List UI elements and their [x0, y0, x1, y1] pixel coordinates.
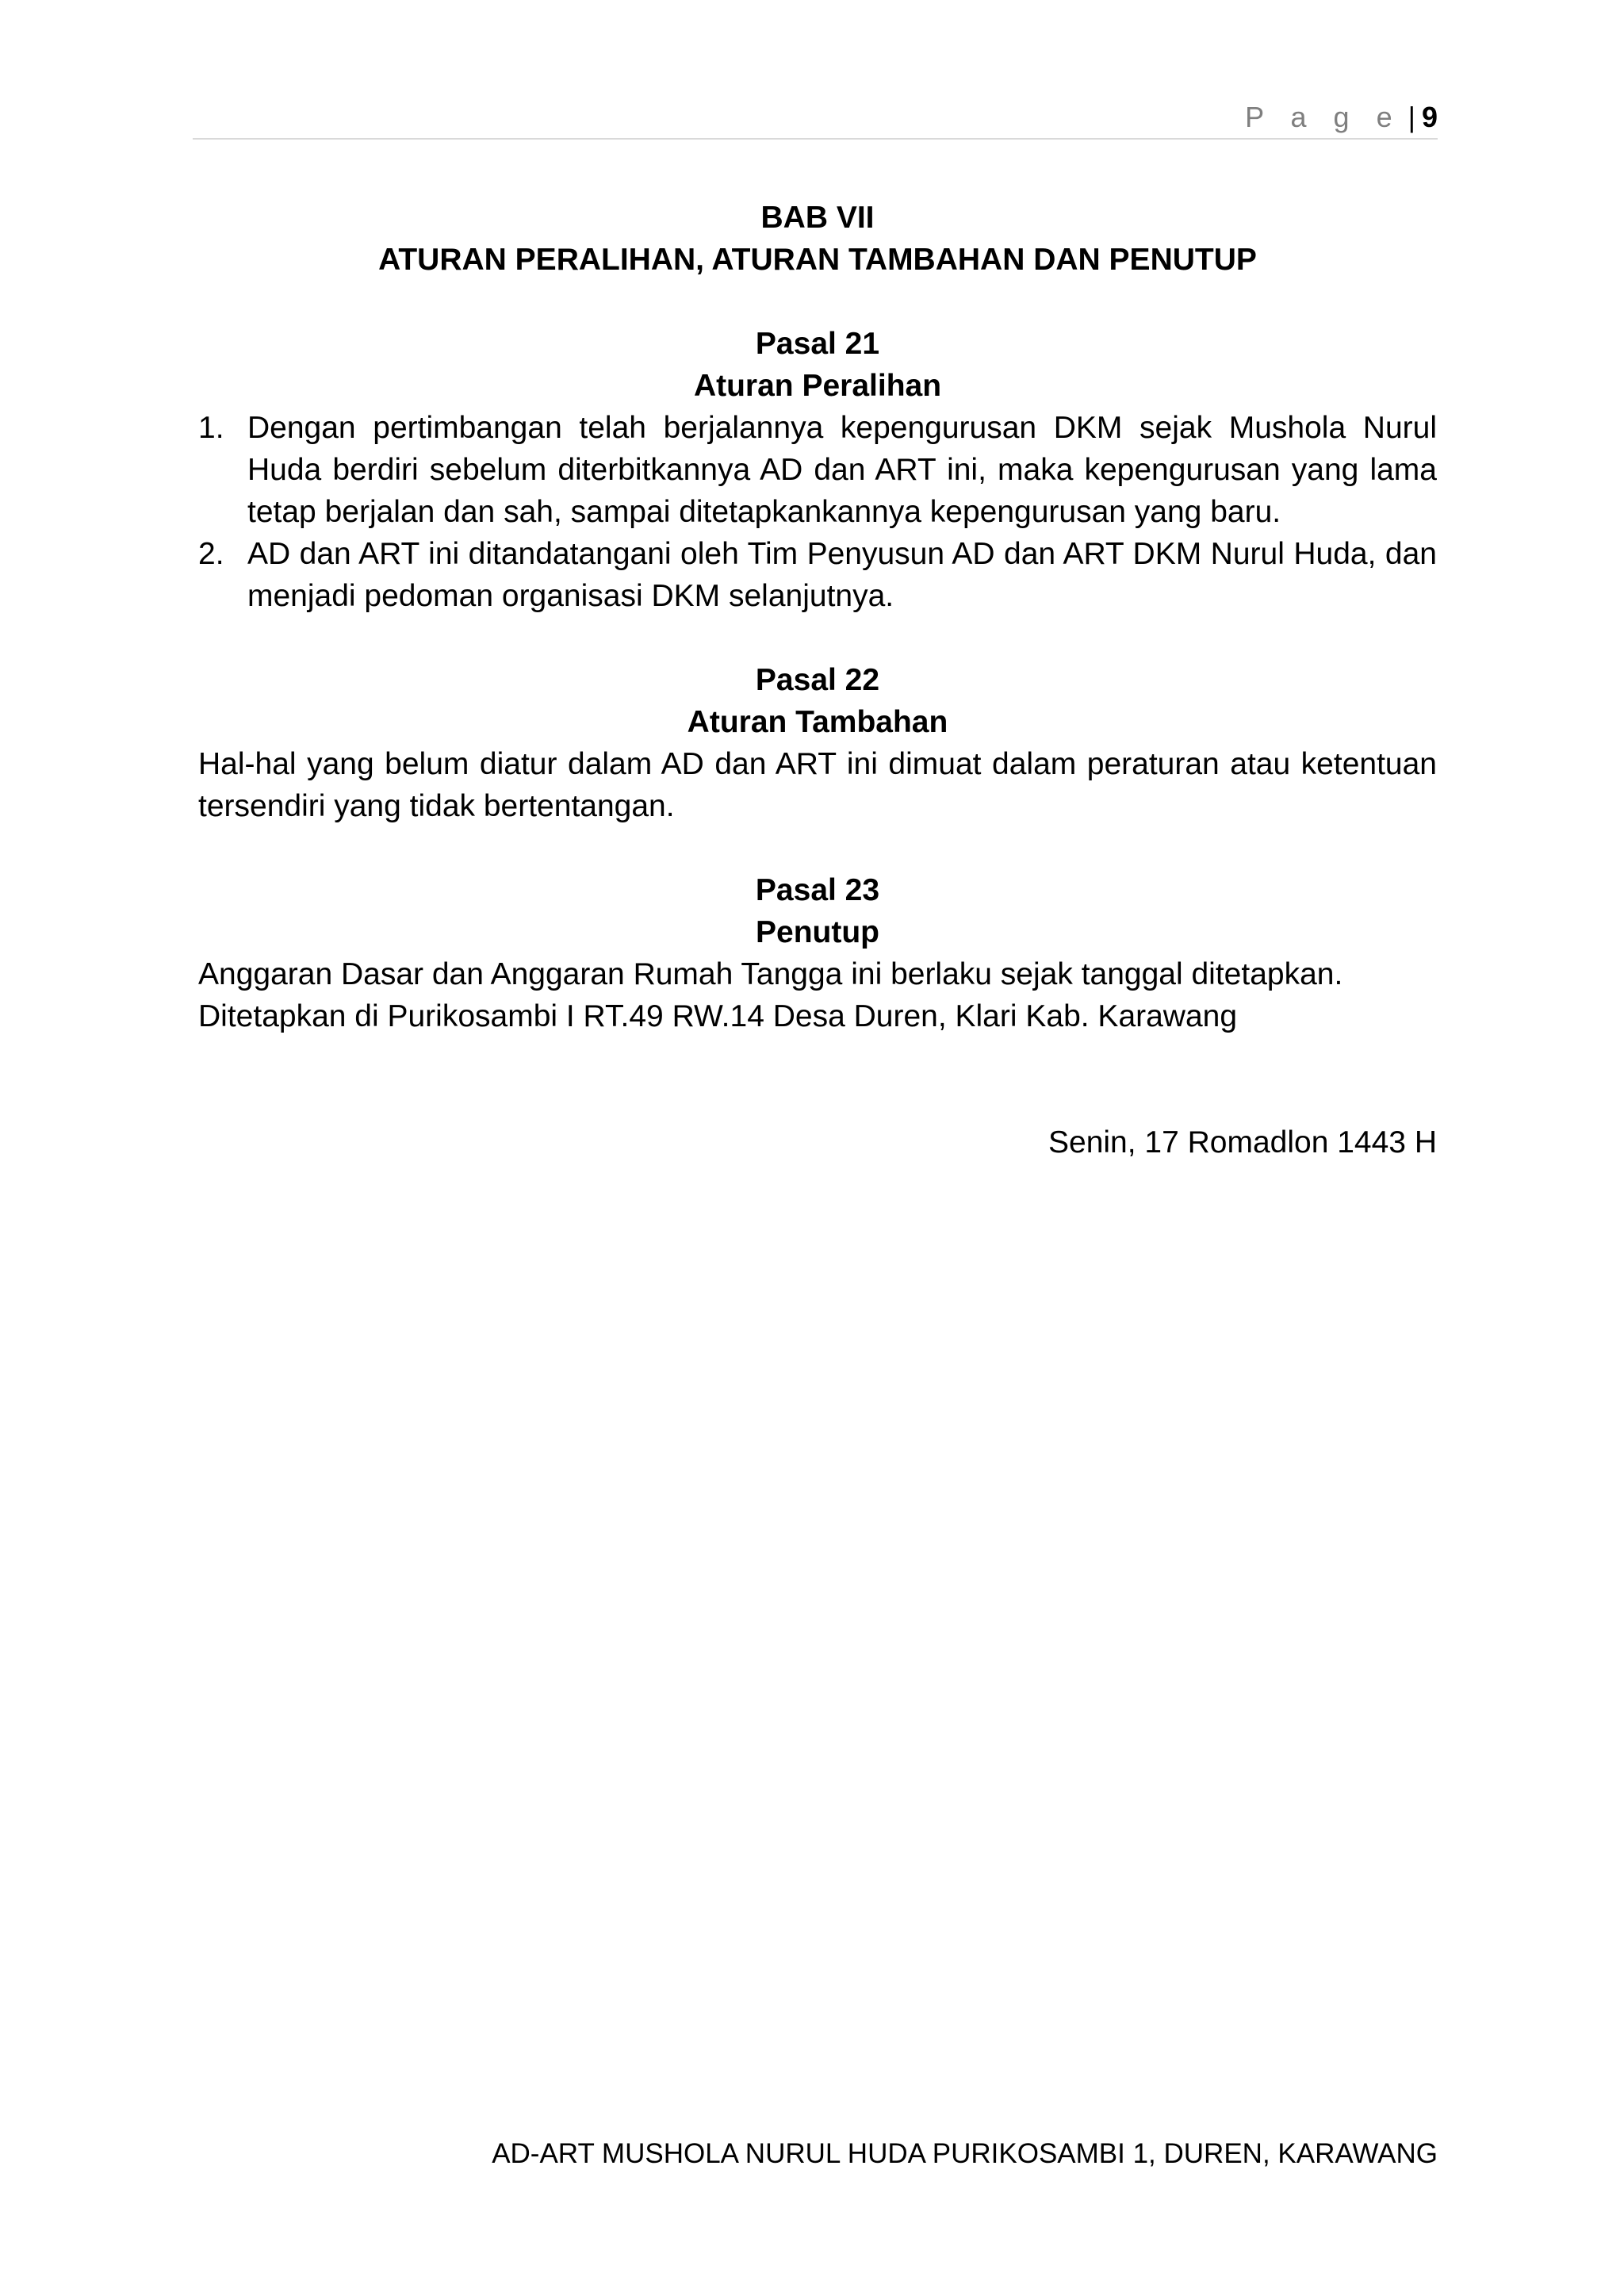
- page-separator: |: [1408, 101, 1415, 133]
- page-footer: AD-ART MUSHOLA NURUL HUDA PURIKOSAMBI 1, DUREN, KARAWANG: [492, 2138, 1438, 2169]
- chapter-label: BAB VII: [760, 201, 875, 235]
- spacer: [198, 617, 1437, 659]
- pasal-23-title: Penutup: [756, 915, 879, 949]
- spacer: [198, 1079, 1437, 1121]
- list-item-number: 1.: [198, 411, 224, 445]
- list-item: [198, 533, 1437, 617]
- pasal-23-line-1: Anggaran Dasar dan Anggaran Rumah Tangga ini berlaku sejak tanggal ditetapkan.: [198, 957, 1343, 991]
- spacer: [198, 1037, 1437, 1079]
- pasal-23-label: Pasal 23: [755, 873, 880, 907]
- pasal-21-list: [198, 407, 1437, 617]
- list-item: [198, 407, 1437, 533]
- pasal-22-label: Pasal 22: [755, 663, 880, 697]
- page-header: [193, 94, 1438, 140]
- page-content: [198, 197, 1437, 1163]
- spacer: [198, 281, 1437, 323]
- pasal-23-line-2: Ditetapkan di Purikosambi I RT.49 RW.14 Desa Duren, Klari Kab. Karawang: [198, 999, 1238, 1033]
- pasal-21-title: Aturan Peralihan: [693, 369, 942, 403]
- list-item-number: 2.: [198, 537, 224, 571]
- signature-date: Senin, 17 Romadlon 1443 H: [1048, 1125, 1437, 1159]
- pasal-22-text: Hal-hal yang belum diatur dalam AD dan ART ini dimuat dalam peraturan atau ketentuan tersendiri yang tidak bertentangan.: [198, 747, 1437, 823]
- list-item-text: AD dan ART ini ditandatangani oleh Tim Penyusun AD dan ART DKM Nurul Huda, dan menjadi pedoman organisasi DKM selanjutnya.: [247, 537, 1437, 613]
- pasal-21-label: Pasal 21: [755, 327, 880, 361]
- pasal-22-title: Aturan Tambahan: [687, 705, 948, 739]
- page-label: P a g e: [1245, 101, 1402, 133]
- page-number: 9: [1421, 101, 1438, 133]
- spacer: [198, 827, 1437, 869]
- chapter-title: ATURAN PERALIHAN, ATURAN TAMBAHAN DAN PENUTUP: [378, 243, 1257, 277]
- list-item-text: Dengan pertimbangan telah berjalannya kepengurusan DKM sejak Mushola Nurul Huda berdiri sebelum diterbitkannya AD dan ART ini, maka kepengurusan yang lama tetap berjalan dan sah, sampai ditetapkankannya kepengurusan yang baru.: [247, 411, 1437, 529]
